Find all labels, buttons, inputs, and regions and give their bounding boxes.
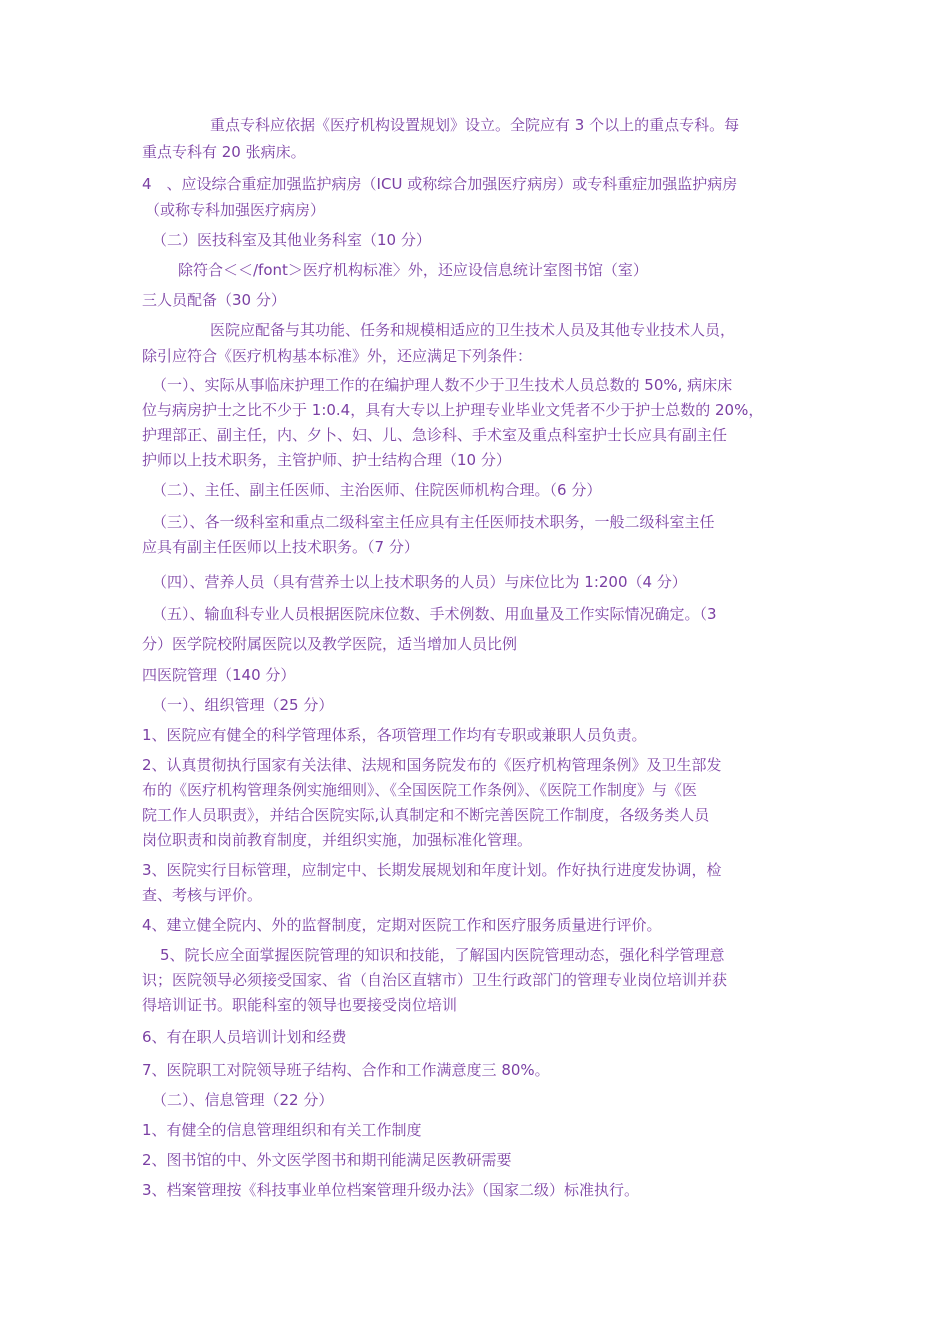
section-heading: 四医院管理（140 分） [142, 666, 296, 684]
section-heading: （二）、信息管理（22 分） [152, 1091, 334, 1109]
text-line: 3、医院实行目标管理，应制定中、长期发展规划和年度计划。作好执行进度发协调，检 [142, 861, 722, 879]
text-line: 2、图书馆的中、外文医学图书和期刊能满足医教研需要 [142, 1151, 512, 1169]
text-line: 4、建立健全院内、外的监督制度，定期对医院工作和医疗服务质量进行评价。 [142, 916, 662, 934]
text-line: 院工作人员职责》，并结合医院实际,认真制定和不断完善医院工作制度，各级务类人员 [142, 806, 710, 824]
text-line: 3、档案管理按《科技事业单位档案管理升级办法》（国家二级）标准执行。 [142, 1181, 640, 1199]
text-line: （一）、实际从事临床护理工作的在编护理人数不少于卫生技术人员总数的 50%, 病床床 [152, 376, 733, 394]
section-heading: （一）、组织管理（25 分） [152, 696, 334, 714]
text-line: 应具有副主任医师以上技术职务。（7 分） [142, 538, 419, 556]
text-line: 5、院长应全面掌握医院管理的知识和技能，了解国内医院管理动态，强化科学管理意 [160, 946, 725, 964]
text-line: （五）、输血科专业人员根据医院床位数、手术例数、用血量及工作实际情况确定。（3 [152, 605, 717, 623]
text-line: 重点专科应依据《医疗机构设置规划》设立。全院应有 3 个以上的重点专科。每 [210, 116, 740, 134]
text-line: 2、认真贯彻执行国家有关法律、法规和国务院发布的《医疗机构管理条例》及卫生部发 [142, 756, 722, 774]
text-line: 得培训证书。职能科室的领导也要接受岗位培训 [142, 996, 458, 1014]
text-line: 1、有健全的信息管理组织和有关工作制度 [142, 1121, 422, 1139]
text-line: 除引应符合《医疗机构基本标准》外，还应满足下列条件： [142, 347, 533, 365]
text-line: （三）、各一级科室和重点二级科室主任应具有主任医师技术职务，一般二级科室主任 [152, 513, 715, 531]
text-line: 护师以上技术职务，主管护师、护士结构合理（10 分） [142, 451, 511, 469]
text-line: 4 、应设综合重症加强监护病房（ICU 或称综合加强医疗病房）或专科重症加强监护病房 [142, 175, 738, 193]
section-heading: （二）医技科室及其他业务科室（10 分） [152, 231, 431, 249]
text-line: （或称专科加强医疗病房） [145, 201, 326, 219]
section-heading: 三人员配备（30 分） [142, 291, 286, 309]
text-line: （四）、营养人员（具有营养士以上技术职务的人员）与床位比为 1:200（4 分） [152, 573, 687, 591]
text-line: 布的《医疗机构管理条例实施细则》、《全国医院工作条例》、《医院工作制度》与《医 [142, 781, 698, 799]
text-line: 除符合＜＜/font＞医疗机构标准〉外，还应设信息统计室图书馆（室） [178, 261, 648, 279]
text-line: 分）医学院校附属医院以及教学医院，适当增加人员比例 [142, 635, 518, 653]
text-line: 识；医院领导必须接受国家、省（自治区直辖市）卫生行政部门的管理专业岗位培训并获 [142, 971, 728, 989]
text-line: 护理部正、副主任，内、夕卜、妇、儿、急诊科、手术室及重点科室护士长应具有副主任 [142, 426, 728, 444]
text-line: 6、有在职人员培训计划和经费 [142, 1028, 347, 1046]
text-line: 位与病房护士之比不少于 1:0.4，具有大专以上护理专业毕业文凭者不少于护士总数的 20%， [142, 401, 764, 419]
text-line: 医院应配备与其功能、任务和规模相适应的卫生技术人员及其他专业技术人员， [210, 321, 736, 339]
text-line: 7、医院职工对院领导班子结构、合作和工作满意度三 80%。 [142, 1061, 550, 1079]
text-line: 岗位职责和岗前教育制度，并组织实施，加强标准化管理。 [142, 831, 533, 849]
text-line: 1、医院应有健全的科学管理体系，各项管理工作均有专职或兼职人员负责。 [142, 726, 647, 744]
text-line: 重点专科有 20 张病床。 [142, 143, 306, 161]
text-line: （二）、主任、副主任医师、主治医师、住院医师机构合理。（6 分） [152, 481, 602, 499]
text-line: 查、考核与评价。 [142, 886, 263, 904]
